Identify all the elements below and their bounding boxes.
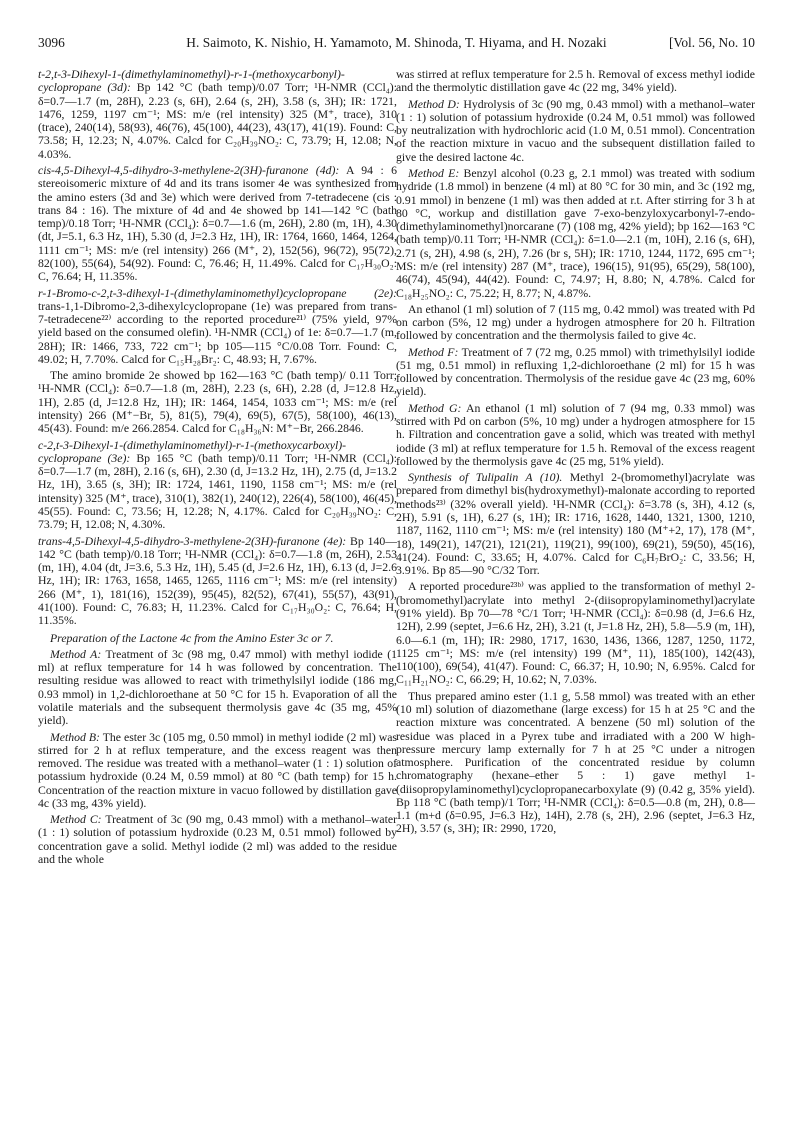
- left-column: [38, 68, 397, 869]
- method-heading: Method B:: [50, 730, 100, 744]
- section-heading: [38, 632, 397, 645]
- paragraph-text: was stirred at reflux temperature for 2.5 h. Removal of excess methyl iodide and the thermolytic distillation gave 4c (22 mg, 34% yield).: [396, 68, 755, 95]
- paragraph: [38, 369, 397, 435]
- paragraph-text: Treatment of 3c (98 mg, 0.47 mmol) with methyl iodide (1 ml) at reflux temperature for 14 h was followed by concentration. The resulting residue was allowed to react with trimethylsilyl iodide (186 mg, 0.93 mmol) in 1,2-dichloroethane at 50 °C for 15 h. Evaporation of all the volatile materials and the subsequent thermolysis gave 4c (35 mg, 45% yield).: [38, 647, 397, 728]
- compound-heading: c-2,t-3-Dihexyl-1-(dimethylaminomethyl)-r-1-(methoxycarboxyl)-cyclopropane (3e):: [38, 438, 347, 465]
- paragraph: [38, 439, 397, 532]
- right-column: [396, 68, 755, 839]
- compound-heading: r-1-Bromo-c-2,t-3-dihexyl-1-(dimethylaminomethyl)cyclopropane (2e):: [38, 286, 397, 300]
- compound-heading: t-2,t-3-Dihexyl-1-(dimethylaminomethyl)-r-1-(methoxycarbonyl)-cyclopropane (3d):: [38, 68, 345, 95]
- running-header: [38, 34, 755, 54]
- page-number: 3096: [38, 35, 65, 50]
- paragraph-text: Thus prepared amino ester (1.1 g, 5.58 mmol) was treated with an ether (10 ml) solution of diazomethane (large excess) for 15 h at 25 °C and the reaction mixture was concentrated. A benzene (50 ml) solution of the residue was placed in a Pyrex tube and irradiated with a 200 W high-pressure mercury lamp externally for 7 h at 25 °C under a nitrogen atmosphere. Purification of the concentrated residue by column chromatography (hexane–ether 5 : 1) gave methyl 1-(diisopropylaminomethyl)cyclopropanecarboxylate (9) (0.42 g, 35% yield). Bp 118 °C (bath temp)/1 Torr; ¹H-NMR (CCl₄): δ=0.5—0.8 (m, 2H), 0.8—1.1 (m+d (δ=0.95, J=6.3 Hz), 14H), 2.78 (s, 2H), 2.96 (septet, J=6.3 Hz, 2H), 3.57 (s, 3H); IR: 2990, 1720,: [396, 689, 755, 836]
- paragraph: [396, 98, 755, 164]
- paragraph-text: Bp 142 °C (bath temp)/0.07 Torr; ¹H-NMR (CCl₄): δ=0.7—1.7 (m, 28H), 2.23 (s, 6H), 2.64 (s, 2H), 3.58 (s, 3H); IR: 1721, 1476, 1259, 1197 cm⁻¹; MS: m/e (rel intensity) 325 (M⁺, trace), 310 (trace), 240(14), 58(93), 46(76), 45(100), 44(23), 43(17), 41(19). Found: C, 73.58; H, 12.23; N, 4.07%. Calcd for C₂₀H₃₉NO₂: C, 73.79; H, 12.08; N, 4.03%.: [38, 81, 397, 161]
- paragraph-text: The ester 3c (105 mg, 0.50 mmol) in methyl iodide (2 ml) was stirred for 2 h at reflux temperature, and the excess reagent was then removed. The residue was treated with a methanol–water (1 : 1) solution of potassium hydroxide (0.24 M, 0.59 mmol) at 80 °C (bath temp) for 15 h. Concentration of the reaction mixture in vacuo followed by distillation gave 4c (33 mg, 43% yield).: [38, 730, 397, 810]
- paragraph-text: The amino bromide 2e showed bp 162—163 °C (bath temp)/ 0.11 Torr; ¹H-NMR (CCl₄): δ=0.7—1.8 (m, 28H), 2.23 (s, 6H), 2.28 (d, J=12.8 Hz, 1H), 2.85 (d, J=12.8 Hz, 1H); IR: 1464, 1454, 1033 cm⁻¹; MS: m/e (rel intensity) 266 (M⁺−Br, 5), 81(5), 79(4), 69(5), 67(5), 58(100), 46(13), 45(43). Found: m/e 266.2854. Calcd for C₁₈H₃₆N: M⁺−Br, 266.2846.: [38, 369, 397, 436]
- paragraph: [38, 164, 397, 284]
- paragraph-text: An ethanol (1 ml) solution of 7 (115 mg, 0.42 mmol) was treated with Pd on carbon (5%, 12 mg) under a hydrogen atmosphere for 20 h. Filtration followed by concentration and the thermolysis failed to give 4c.: [396, 302, 755, 343]
- paragraph: [396, 580, 755, 686]
- paragraph: [396, 402, 755, 468]
- section-heading-text: Preparation of the Lactone 4c from the Amino Ester 3c or 7.: [50, 631, 334, 645]
- paragraph-text: Treatment of 3c (90 mg, 0.43 mmol) with a methanol–water (1 : 1) solution of potassium hydroxide (0.23 M, 0.51 mmol) followed by concentration gave a solid. Methyl iodide (2 ml) was added to the residue and the whole: [38, 813, 397, 867]
- paragraph: [396, 690, 755, 836]
- paragraph-text: A reported procedure²³ᵇ⁾ was applied to the transformation of methyl 2-(bromomethyl)acrylate into methyl 2-(diisopropylaminomethyl)acrylate (91% yield). Bp 70—78 °C/1 Torr; ¹H-NMR (CCl₄): δ=0.98 (d, J=6.6 Hz, 12H), 2.99 (septet, J=6.6 Hz, 2H), 3.21 (t, J=1.8 Hz, 2H), 5.8—5.9 (m, 1H), 6.0—6.1 (m, 1H); IR: 2980, 1717, 1630, 1436, 1366, 1287, 1250, 1172, 1125 cm⁻¹; MS: m/e (rel intensity) 199 (M⁺, 11), 185(100), 142(43), 110(100), 69(54), 41(47). Found: C, 66.37; H, 10.90; N, 6.95%. Calcd for C₁₁H₂₁NO₂: C, 66.29; H, 10.62; N, 7.03%.: [396, 580, 755, 687]
- method-heading: Method G:: [408, 401, 462, 415]
- paragraph-text: An ethanol (1 ml) solution of 7 (94 mg, 0.33 mmol) was stirred with Pd on carbon (5%, 10 mg) under a hydrogen atmosphere for 15 h. Filtration and concentration gave a solid, which was treated with methyl iodide (3 ml) at reflux temperature for 1.5 h. Removal of the excess reagent followed by the thermolysis gave 4c (25 mg, 51% yield).: [396, 401, 755, 468]
- paragraph: [396, 346, 755, 399]
- paragraph: [38, 731, 397, 811]
- running-head-authors: H. Saimoto, K. Nishio, H. Yamamoto, M. Shinoda, T. Hiyama, and H. Nozaki: [186, 35, 607, 50]
- method-heading: Method E:: [408, 166, 460, 180]
- paragraph: [38, 813, 397, 866]
- paragraph-text: Hydrolysis of 3c (90 mg, 0.43 mmol) with a methanol–water (1 : 1) solution of potassium hydroxide (0.24 M, 0.51 mmol) was followed by neutralization with hydrochloric acid (1.0 M, 0.51 mmol). Concentration of the reaction mixture in vacuo and the subsequent distillation failed to give the desired lactone 4c.: [396, 97, 755, 164]
- paragraph: [38, 68, 397, 161]
- paragraph-text: Treatment of 7 (72 mg, 0.25 mmol) with trimethylsilyl iodide (51 mg, 0.51 mmol) in refluxing 1,2-dichloroethane (2 ml) for 15 h was followed by concentration. Thermolysis of the residue gave 4c (23 mg, 60% yield).: [396, 345, 755, 399]
- compound-heading: cis-4,5-Dihexyl-4,5-dihydro-3-methylene-2(3H)-furanone (4d):: [38, 163, 340, 177]
- paragraph: [396, 303, 755, 343]
- method-heading: Method F:: [408, 345, 459, 359]
- paragraph-text: Bp 165 °C (bath temp)/0.11 Torr; ¹H-NMR (CCl₄): δ=0.7—1.7 (m, 28H), 2.16 (s, 6H), 2.30 (d, J=13.2 Hz, 1H), 2.75 (d, J=13.2 Hz, 1H), 3.65 (s, 3H); IR: 1724, 1461, 1190, 1158 cm⁻¹; MS: m/e (rel intensity) 325 (M⁺, trace), 310(1), 382(1), 240(12), 226(4), 58(100), 46(45), 45(55). Found: C, 73.56; H, 12.28; N, 4.17%. Calcd for C₂₀H₃₉NO₂: C, 73.79; H, 12.08; N, 4.30%.: [38, 451, 398, 532]
- paragraph: [38, 648, 397, 728]
- paragraph: [38, 535, 397, 628]
- paragraph-text: Bp 140—142 °C (bath temp)/0.18 Torr; ¹H-NMR (CCl₄): δ=0.7—1.8 (m, 26H), 2.53 (m, 1H), 4.04 (dt, J=3.6, 5.3 Hz, 1H), 5.45 (d, J=2.6 Hz, 1H), 6.13 (d, J=2.6 Hz, 1H); IR: 1763, 1658, 1465, 1265, 1116 cm⁻¹; MS: m/e (rel intensity) 266 (M⁺, 1), 181(16), 152(39), 95(45), 82(52), 67(41), 55(57), 43(91), 41(100). Found: C, 76.83; H, 11.23%. Calcd for C₁₇H₃₀O₂: C, 76.64; H, 11.35%.: [38, 534, 397, 628]
- section-heading-text: Synthesis of Tulipalin A (10).: [408, 471, 563, 485]
- paragraph: [396, 471, 755, 577]
- volume-issue: [Vol. 56, No. 10: [668, 35, 755, 50]
- method-heading: Method A:: [50, 647, 102, 661]
- method-heading: Method D:: [408, 97, 460, 111]
- paragraph: [396, 167, 755, 300]
- paragraph-text: Methyl 2-(bromomethyl)acrylate was prepared from dimethyl bis(hydroxymethyl)-malonate according to reported methods²³⁾ (32% overall yield). ¹H-NMR (CCl₄): δ=3.78 (s, 3H), 4.12 (s, 2H), 5.91 (s, 1H), 6.27 (s, 1H); IR: 1716, 1628, 1440, 1321, 1300, 1210, 1187, 1162, 1110 cm⁻¹; MS: m/e (rel intensity) 180 (M⁺+2, 17), 178 (M⁺, 18), 149(21), 147(21), 121(21), 119(21), 99(100), 69(21), 59(50), 45(16), 41(24). Found: C, 33.65; H, 4.07%. Calcd for C₆H₇BrO₂: C, 33.56; H, 3.91%. Bp 85—90 °C/32 Torr.: [396, 471, 755, 578]
- method-heading: Method C:: [50, 813, 102, 827]
- paragraph: [396, 68, 755, 95]
- compound-heading: trans-4,5-Dihexyl-4,5-dihydro-3-methylene-2(3H)-furanone (4e):: [38, 534, 347, 548]
- paragraph-text: Benzyl alcohol (0.23 g, 2.1 mmol) was treated with sodium hydride (1.8 mmol) in benzene (4 ml) at 80 °C for 30 min, and 3c (192 mg, 0.91 mmol) in benzene (1 ml) was then added at r.t. After stirring for 3 h at 80 °C, workup and distillation gave 7-exo-benzyloxycarbonyl-7-endo-(dimethylaminomethyl)norcarane (7) (108 mg, 42% yield); bp 162—163 °C (bath temp)/0.11 Torr; ¹H-NMR (CCl₄): δ=1.0—2.1 (m, 10H), 2.16 (s, 6H), 2.71 (s, 2H), 4.98 (s, 2H), 7.26 (br s, 5H); IR: 1710, 1244, 1172, 695 cm⁻¹; MS: m/e (rel intensity) 287 (M⁺, trace), 196(15), 91(95), 65(29), 58(100), 46(74), 45(94), 44(42). Found: C, 74.97; H, 8.80; N, 4.78%. Calcd for C₁₈H₂₅NO₂: C, 75.22; H, 8.77; N, 4.87%.: [396, 166, 755, 300]
- paragraph: [38, 287, 397, 367]
- paragraph-text: A 94 : 6 stereoisomeric mixture of 4d and its trans isomer 4e was synthesized from the amino esters (3d and 3e) which were derived from 7-tetradecene (cis : trans 84 : 16). The mixture of 4d and 4e showed bp 141—142 °C (bath temp)/0.18 Torr; ¹H-NMR (CCl₄): δ=0.7—1.6 (m, 26H), 2.80 (m, 1H), 4.30 (dt, J=5.1, 6.3 Hz, 1H), 5.30 (d, J=2.3 Hz, 1H), IR: 1764, 1660, 1464, 1264, 1111 cm⁻¹; MS: m/e (rel intensity) 266 (M⁺, 2), 152(56), 96(72), 95(72), 82(100), 55(64), 54(92). Found: C, 76.46; H, 11.49%. Calcd for C₁₇H₃₀O₂: C, 76.64; H, 11.35%.: [38, 163, 397, 284]
- paragraph-text: trans-1,1-Dibromo-2,3-dihexylcyclopropane (1e) was prepared from trans-7-tetradecene²²⁾ according to the reported procedure²¹⁾ (75% yield, 97% yield based on the consumed olefin). ¹H-NMR (CCl₄) of 1e: δ=0.7—1.7 (m, 28H); IR: 1466, 733, 722 cm⁻¹; bp 105—115 °C/0.08 Torr. Found: C, 49.02; H, 7.70%. Calcd for C₁₅H₂₈Br₂: C, 48.93; H, 7.67%.: [38, 299, 397, 366]
